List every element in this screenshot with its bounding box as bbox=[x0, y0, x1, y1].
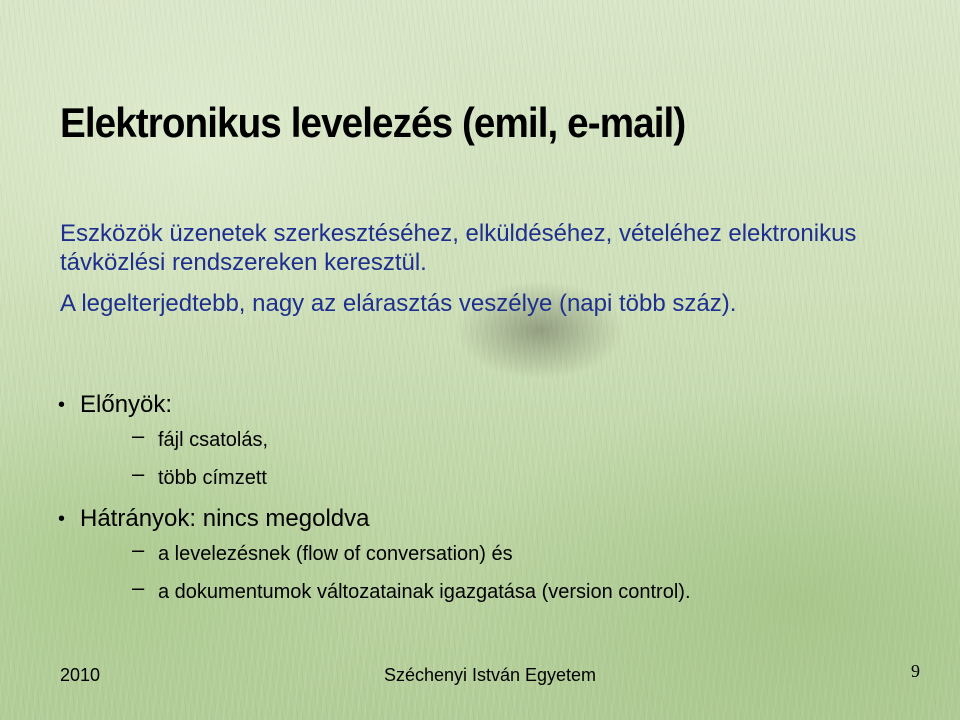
sub-item bbox=[80, 423, 938, 452]
bullet-dot-icon: • bbox=[58, 394, 66, 416]
dash-icon: – bbox=[132, 461, 145, 486]
footer-organization: Széchenyi István Egyetem bbox=[383, 665, 597, 685]
dash-icon: – bbox=[132, 575, 145, 600]
slide-title: Elektronikus levelezés (emil, e-mail) bbox=[60, 99, 686, 146]
dash-icon: – bbox=[132, 537, 145, 562]
footer-year: 2010 bbox=[60, 665, 101, 685]
bullet-label: Hátrányok: nincs megoldva bbox=[80, 505, 370, 532]
page-number: 9 bbox=[911, 661, 920, 681]
sub-list bbox=[80, 537, 938, 604]
bullet-item-disadvantages bbox=[58, 504, 938, 604]
dash-icon: – bbox=[132, 423, 145, 448]
sub-item bbox=[80, 575, 938, 604]
sub-item-text: a dokumentumok változatainak igazgatása (version control). bbox=[158, 581, 691, 603]
sub-item bbox=[80, 461, 938, 490]
slide-footer bbox=[60, 656, 920, 686]
sub-list bbox=[80, 423, 938, 490]
intro-text-block bbox=[60, 219, 920, 330]
sub-item-text: több címzett bbox=[158, 467, 267, 489]
bullet-item-advantages bbox=[58, 390, 938, 490]
bullet-label: Előnyök: bbox=[80, 391, 173, 418]
sub-item bbox=[80, 537, 938, 566]
intro-paragraph: Eszközök üzenetek szerkesztéséhez, elküldéséhez, vételéhez elektronikus távközlési rendszereken keresztül. bbox=[60, 220, 857, 276]
sub-item-text: fájl csatolás, bbox=[158, 429, 269, 451]
sub-item-text: a levelezésnek (flow of conversation) és bbox=[158, 543, 513, 565]
bullet-dot-icon: • bbox=[58, 508, 66, 530]
bullet-list bbox=[58, 390, 938, 618]
intro-paragraph: A legelterjedtebb, nagy az elárasztás veszélye (napi több száz). bbox=[60, 290, 737, 317]
